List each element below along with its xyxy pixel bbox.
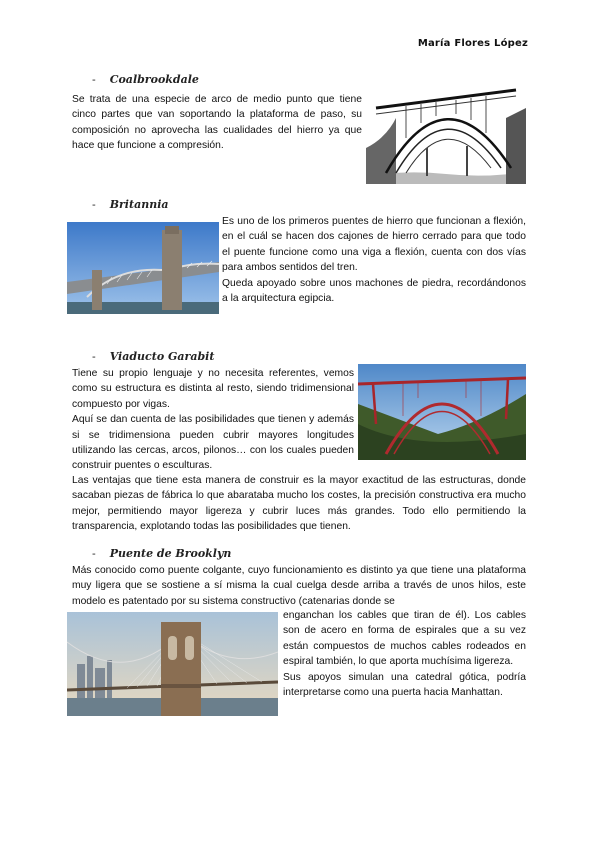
brooklyn-bridge-image [67, 612, 278, 716]
garabit-viaduct-image [358, 364, 526, 460]
section-title-garabit: - Viaducto Garabit [92, 350, 215, 363]
section-title-britannia: - Britannia [92, 198, 169, 211]
britannia-bridge-image [67, 222, 219, 314]
section-text-brooklyn-cables: enganchan los cables que tiran de él). Los cables son de acero en forma de espirales que a su vez están compuestos de muchos cables rodeados en espiral también, lo que aporta muchísima ligereza. Sus apoyos simulan una catedral gótica, podría interpretarse como una puerta hacia Manhattan. [283, 610, 526, 699]
section-text-britannia: Es uno de los primeros puentes de hierro que funcionan a flexión, en el cuál se hacen dos cajones de hierro cerrado para que todo el puente funcione como una viga a flexión, cuenta con dos vías para ambos sentidos del tren. Queda apoyado sobre unos machones de piedra, recordándonos a la arquitectura egipcia. [222, 216, 526, 305]
section-text-coalbrookdale: Se trata de una especie de arco de medio punto que tiene cinco partes que van soportando la plataforma de paso, su composición no aprovecha las cualidades del hierro ya que hace que funcione a compresión. [72, 94, 362, 152]
section-text-garabit-intro: Tiene su propio lenguaje y no necesita referentes, vemos como su estructura es distinta al resto, siendo tridimensional compuesto por vigas. Aquí se dan cuenta de las posibilidades que tienen y además si se tridimensiona pueden cubrir mayores longitudes utilizando las cercas, arcos, pilonos… con los cuales pueden construir puentes o esculturas. [72, 368, 354, 472]
section-text-garabit-advantages: Las ventajas que tiene esta manera de construir es la mayor exactitud de las estructuras, donde sacaban piezas de fábrica lo que abarataba mucho los costes, la precisión constructiva era mucho mejor, permitiendo mayor ligereza y cubrir luces más grandes. Todo ello permitiendo la transparencia, explotando todas las posibilidades que tienen. [72, 475, 526, 533]
section-text-brooklyn-intro: Más conocido como puente colgante, cuyo funcionamiento es distinto ya que tiene una plataforma muy ligera que se sostiene a sí misma la cual cuelga desde arriba a través de unos hilos, este modelo es patentado por su sistema constructivo (catenarias donde se [72, 565, 526, 607]
author-name: María Flores López [417, 38, 528, 49]
section-title-brooklyn: - Puente de Brooklyn [92, 547, 232, 560]
coalbrookdale-bridge-image [366, 78, 526, 184]
section-title-coalbrookdale: - Coalbrookdale [92, 73, 199, 86]
